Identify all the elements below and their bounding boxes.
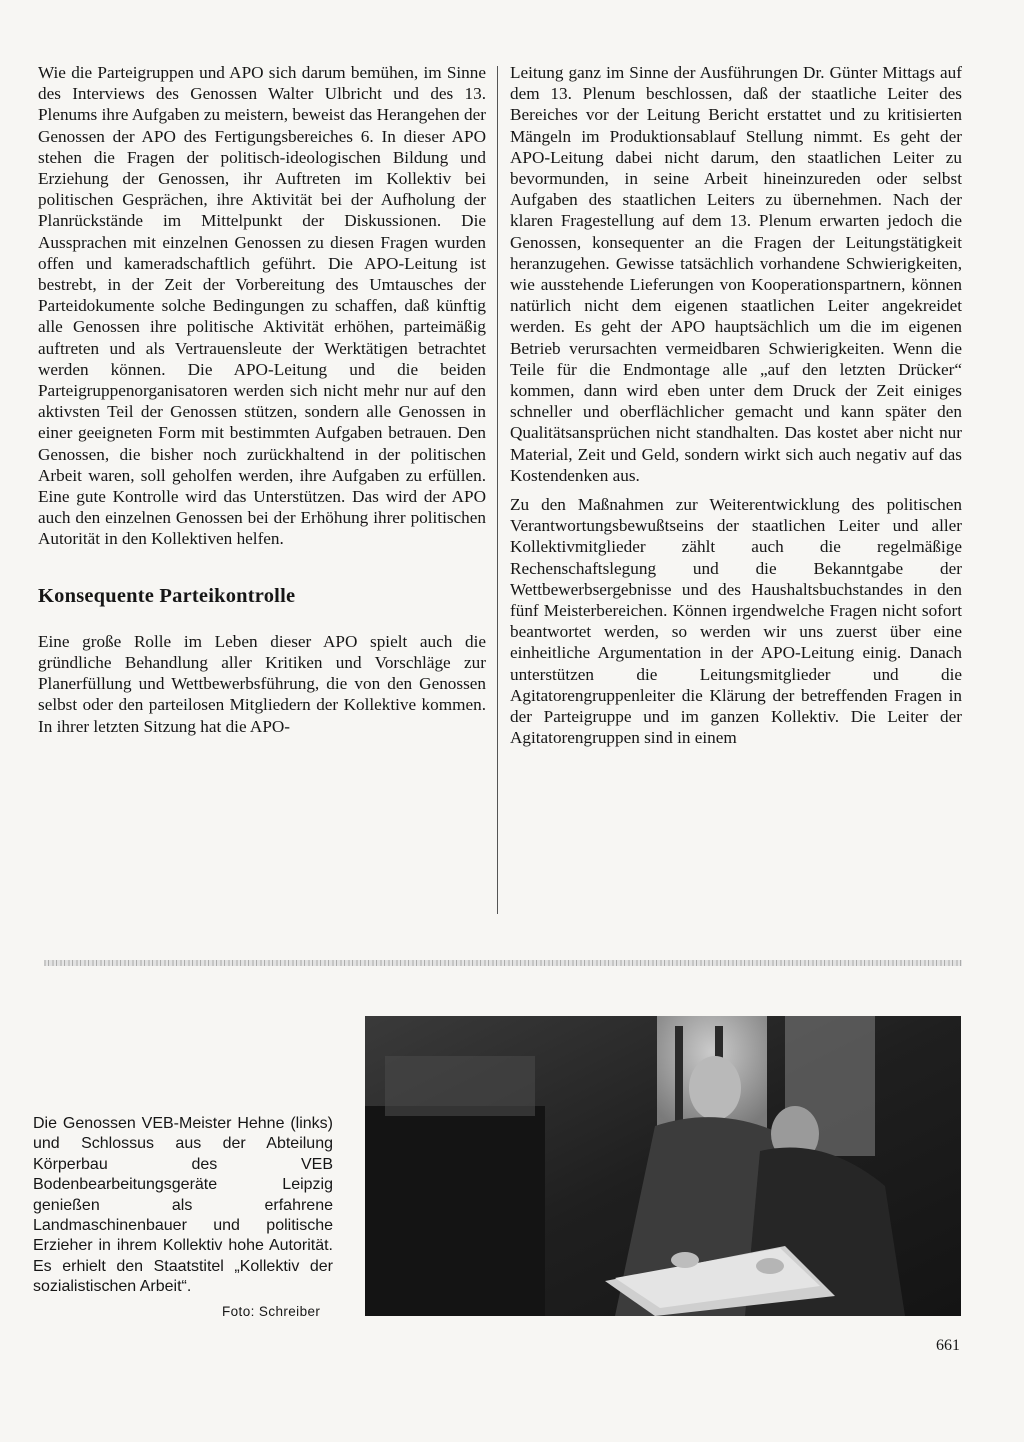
photo-credit: Foto: Schreiber (222, 1304, 321, 1319)
right-paragraph-1: Leitung ganz im Sinne der Ausführungen Dr. Günter Mittags auf dem 13. Plenum beschlossen, daß der staatliche Leiter des Bereiches vor der Leitung Bericht erstattet und zu kritisierten Mängeln im Produktionsablauf Stellung nimmt. Es geht der APO-Leitung dabei nicht darum, den staatlichen Leiter zu bevormunden, in seine Arbeit hineinzureden oder selbst Aufgaben des staatlichen Leiters zu übernehmen. Nach der klaren Fragestellung auf dem 13. Plenum erwarten jedoch die Genossen, konsequenter an die Fragen der Leitungstätigkeit heranzugehen. Gewisse tatsächlich vorhandene Schwierigkeiten, wie ausstehende Lieferungen von Kooperationspartnern, können natürlich nicht dem eigenen staatlichen Leiter angekreidet werden. Es geht der APO hauptsächlich um die im eigenen Betrieb verursachten vermeidbaren Schwierigkeiten. Wenn die Teile für die Endmontage alle „auf den letzten Drücker“ kommen, dann wird eben unter dem Druck der Zeit einiges schneller und oberflächlicher gemacht und kann später den Qualitätsansprüchen nicht standhalten. Das kostet aber nicht nur Material, Zeit und Geld, sondern wirkt sich auch negativ auf das Kostendenken aus. (510, 63, 962, 485)
left-paragraph-1: Wie die Parteigruppen und APO sich darum bemühen, im Sinne des Interviews des Genossen Walter Ulbricht und des 13. Plenums ihre Aufgaben zu meistern, beweist das Herangehen der Genossen der APO des Fertigungsbereiches 6. In dieser APO stehen die Fragen der politisch-ideologischen Bildung und Erziehung der Genossen, ihr Auftreten im Kollektiv bei politischen Gesprächen, ihre Aktivität bei der Aufholung der Planrückstände im Mittelpunkt der Diskussionen. Die Aussprachen mit einzelnen Genossen zu diesen Fragen wurden offen und kameradschaftlich geführt. Die APO-Leitung ist bestrebt, in der Zeit der Vorbereitung des Umtausches der Parteidokumente solche Bedingungen zu schaffen, daß künftig alle Genossen ihre politische Aktivität erhöhen, parteimäßig auftreten und als Vertrauensleute der Werktätigen betrachtet werden können. Die APO-Leitung und die beiden Parteigruppenorganisatoren werden sich nicht mehr nur auf den aktivsten Teil der Genossen stützen, sondern alle Genossen in einer geeigneten Form mit bestimmten Aufgaben betrauen. Den Genossen, die bisher noch zurückhaltend in der politischen Arbeit waren, soll geholfen werden, ihre Aufgaben zu erfüllen. Eine gute Kontrolle wird das Unterstützen. Das wird der APO auch den einzelnen Genossen bei der Erhöhung ihrer politischen Autorität in den Kollektiven helfen. (38, 63, 486, 549)
photo-caption: Die Genossen VEB-Meister Hehne (links) und Schlossus aus der Abteilung Körperbau des VEB Bodenbearbeitungsgeräte Leipzig genießen als erfahrene Landmaschinenbauer und politische Erzieher in ihrem Kollektiv hohe Autorität. Es erhielt den Staatstitel „Kollektiv der sozialistischen Arbeit“. (33, 1115, 333, 1296)
left-paragraph-2: Eine große Rolle im Leben dieser APO spielt auch die gründliche Behandlung aller Kritiken und Vorschläge zur Planerfüllung und Wettbewerbsführung, die von den Genossen selbst oder den parteilosen Mitgliedern der Kollektive kommen. In ihrer letzten Sitzung hat die APO- (38, 631, 486, 736)
page-number: 661 (936, 1337, 960, 1354)
left-column (38, 62, 486, 737)
horizontal-rule (44, 960, 962, 966)
right-column (510, 62, 962, 749)
photo-two-workers (365, 1016, 961, 1316)
section-heading: Konsequente Parteikontrolle (38, 584, 296, 607)
column-divider (497, 66, 498, 914)
photo-illustration (365, 1016, 961, 1316)
right-paragraph-2: Zu den Maßnahmen zur Weiterentwicklung des politischen Verantwortungsbewußtseins der staatlichen Leiter und aller Kollektivmitglieder zählt auch die regelmäßige Rechenschaftslegung und die Bekanntgabe der Wettbewerbsergebnisse und des Haushaltsbuchstandes in den fünf Meisterbereichen. Können irgendwelche Fragen nicht sofort beantwortet werden, so werden wir uns zuerst über eine einheitliche Argumentation in der APO-Leitung einig. Danach unterstützen die Leitungsmitglieder und die Agitatorengruppenleiter die Klärung der betreffenden Fragen in der Parteigruppe und im ganzen Kollektiv. Die Leiter der Agitatorengruppen sind in einem (510, 495, 962, 748)
